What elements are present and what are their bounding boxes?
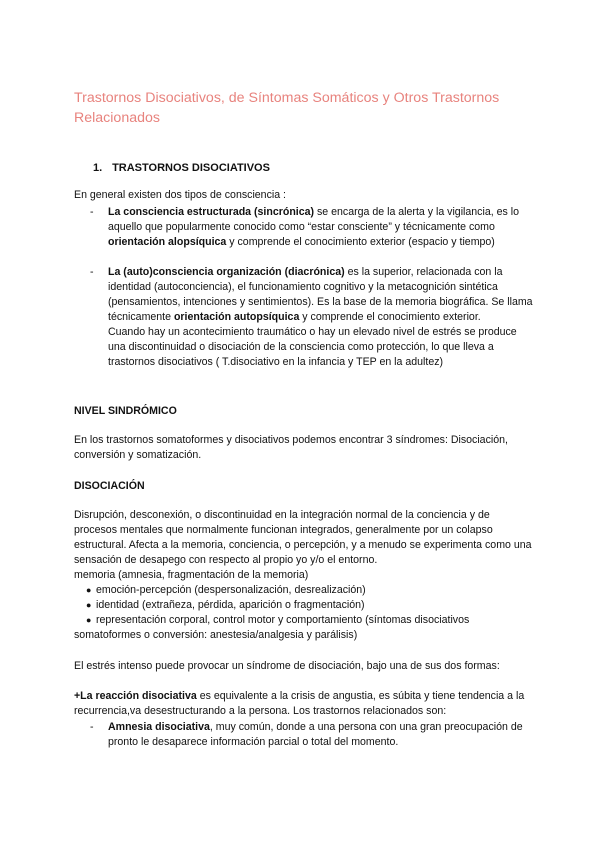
- dash-bullet: -: [90, 206, 94, 218]
- item-text: y comprende el conocimiento exterior (espacio y tiempo): [226, 236, 495, 248]
- list-item: [90, 265, 536, 370]
- item-extra-paragraph: Cuando hay un acontecimiento traumático o hay un elevado nivel de estrés se produce una discontinuidad o disociación de la consciencia como protección, lo que lleva a trastornos disociativos ( T.disociativo en la infancia y TEP en la adultez): [108, 326, 517, 368]
- section-heading-trastornos-disociativos: [93, 161, 270, 176]
- dash-bullet: -: [90, 721, 94, 733]
- item-text: , muy común, donde a una persona con una gran preocupación de pronto le desaparece información parcial o total del momento.: [108, 721, 523, 748]
- bold-term: La consciencia estructurada (sincrónica): [108, 206, 315, 218]
- section-number: 1.: [93, 162, 103, 174]
- reaccion-paragraph: [74, 689, 534, 719]
- estres-paragraph: El estrés intenso puede provocar un síndrome de disociación, bajo una de sus dos formas:: [74, 660, 500, 672]
- memoria-line: memoria (amnesia, fragmentación de la memoria): [74, 569, 309, 581]
- bold-term: orientación autopsíquica: [173, 311, 300, 323]
- item-text: es la superior, relacionada con la identidad (autoconciencia), el funcionamiento cognitivo y la metacognición sintética (pensamientos, intenciones y sentimientos). Es la base de la memoria biográfica. Se llama técnicamente: [108, 266, 533, 323]
- bullet-text: representación corporal, control motor y comportamiento (síntomas disociativos somatoformes o conversión: anestesia/analgesia y parálisis): [74, 614, 470, 641]
- paragraph-text: es equivalente a la crisis de angustia, es súbita y tiene tendencia a la recurrencia,va desestructurando a la persona. Los trastornos relacionados son:: [74, 690, 525, 717]
- bullet-dot: ●: [86, 615, 92, 625]
- list-item: [74, 583, 534, 598]
- bold-term: La (auto)consciencia organización (diacrónica): [108, 266, 345, 278]
- section-label: TRASTORNOS DISOCIATIVOS: [112, 162, 270, 174]
- bold-term: Amnesia disociativa: [108, 721, 210, 733]
- heading-disociacion: DISOCIACIÓN: [74, 480, 145, 492]
- list-item: [90, 205, 536, 250]
- item-text: y comprende el conocimiento exterior.: [299, 311, 481, 323]
- bullet-dot: ●: [86, 600, 92, 610]
- bullet-text: identidad (extrañeza, pérdida, aparición o fragmentación): [96, 599, 365, 611]
- list-item: [74, 613, 534, 643]
- disociacion-bullets: [74, 583, 534, 643]
- amnesia-list-item: [90, 720, 536, 750]
- intro-paragraph: En general existen dos tipos de consciencia :: [74, 189, 287, 201]
- bullet-text: emoción-percepción (despersonalización, desrealización): [96, 584, 366, 596]
- bold-term: orientación alopsíquica: [108, 236, 227, 248]
- consciousness-list-item-2: [90, 265, 536, 370]
- document-title: Trastornos Disociativos, de Síntomas Somáticos y Otros Trastornos Relacionados: [74, 90, 500, 126]
- consciousness-list-item-1: [90, 205, 536, 250]
- list-item: [74, 598, 534, 613]
- item-text: se encarga de la alerta y la vigilancia, es lo aquello que popularmente conocido como “estar consciente” y técnicamente como: [108, 206, 519, 233]
- bullet-dot: ●: [86, 585, 92, 595]
- bold-term: +La reacción disociativa: [74, 690, 197, 702]
- nivel-paragraph: En los trastornos somatoformes y disociativos podemos encontrar 3 síndromes: Disociación, conversión y somatización.: [74, 434, 508, 461]
- dash-bullet: -: [90, 266, 94, 278]
- list-item: [90, 720, 536, 750]
- disociacion-paragraph: Disrupción, desconexión, o discontinuidad en la integración normal de la conciencia y de procesos mentales que normalmente funcionan integrados, generalmente por un colapso estructural. Afecta a la memoria, conciencia, o percepción, y a menudo se experimenta como una sensación de desapego con respecto al propio yo y/o el entorno.: [74, 509, 532, 566]
- heading-nivel-sindromico: NIVEL SINDRÓMICO: [74, 405, 177, 417]
